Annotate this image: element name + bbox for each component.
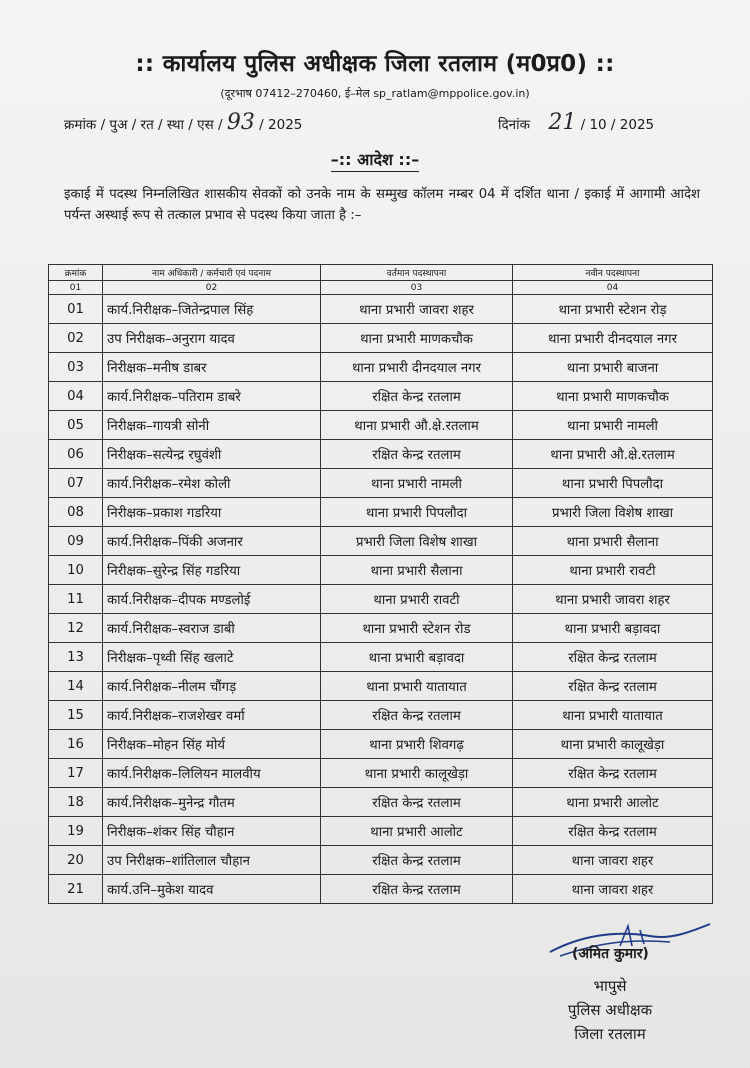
row-serial: 06 <box>49 440 103 469</box>
date-label: दिनांक <box>498 117 531 133</box>
row-current-posting: थाना प्रभारी जावरा शहर <box>321 295 513 324</box>
table-row <box>49 643 713 672</box>
reference-year: / 2025 <box>259 117 303 133</box>
row-officer-name: कार्य.निरीक्षक–जितेन्द्रपाल सिंह <box>103 295 321 324</box>
order-date <box>498 110 654 135</box>
posting-table <box>48 264 713 904</box>
row-current-posting: थाना प्रभारी आलोट <box>321 817 513 846</box>
row-serial: 14 <box>49 672 103 701</box>
row-new-posting: थाना प्रभारी बाजना <box>513 353 713 382</box>
row-current-posting: थाना प्रभारी स्टेशन रोड <box>321 614 513 643</box>
row-officer-name: कार्य.निरीक्षक–मुनेन्द्र गौतम <box>103 788 321 817</box>
row-serial: 15 <box>49 701 103 730</box>
row-serial: 11 <box>49 585 103 614</box>
row-serial: 08 <box>49 498 103 527</box>
row-current-posting: थाना प्रभारी कालूखेड़ा <box>321 759 513 788</box>
row-officer-name: निरीक्षक–पृथ्वी सिंह खलाटे <box>103 643 321 672</box>
reference-handwritten-number: 93 <box>226 110 255 135</box>
row-serial: 20 <box>49 846 103 875</box>
row-current-posting: थाना प्रभारी औ.क्षे.रतलाम <box>321 411 513 440</box>
row-serial: 01 <box>49 295 103 324</box>
table-row <box>49 527 713 556</box>
row-officer-name: निरीक्षक–गायत्री सोनी <box>103 411 321 440</box>
table-row <box>49 875 713 904</box>
table-row <box>49 672 713 701</box>
row-current-posting: थाना प्रभारी शिवगढ़ <box>321 730 513 759</box>
row-serial: 04 <box>49 382 103 411</box>
row-new-posting: रक्षित केन्द्र रतलाम <box>513 643 713 672</box>
table-row <box>49 614 713 643</box>
signatory-service: भापुसे <box>593 977 627 995</box>
row-current-posting: थाना प्रभारी बड़ावदा <box>321 643 513 672</box>
row-officer-name: निरीक्षक–प्रकाश गडरिया <box>103 498 321 527</box>
table-header-row <box>49 265 713 281</box>
column-number: 01 <box>49 281 103 295</box>
row-current-posting: रक्षित केन्द्र रतलाम <box>321 701 513 730</box>
row-new-posting: थाना प्रभारी माणकचौक <box>513 382 713 411</box>
row-current-posting: रक्षित केन्द्र रतलाम <box>321 875 513 904</box>
office-title: :: कार्यालय पुलिस अधीक्षक जिला रतलाम (म0प्र0) :: <box>135 51 615 77</box>
row-officer-name: उप निरीक्षक–शांतिलाल चौहान <box>103 846 321 875</box>
row-serial: 03 <box>49 353 103 382</box>
row-new-posting: थाना प्रभारी सैलाना <box>513 527 713 556</box>
row-serial: 02 <box>49 324 103 353</box>
row-serial: 09 <box>49 527 103 556</box>
row-current-posting: रक्षित केन्द्र रतलाम <box>321 846 513 875</box>
table-row <box>49 585 713 614</box>
row-officer-name: निरीक्षक–सत्येन्द्र रघुवंशी <box>103 440 321 469</box>
row-new-posting: थाना प्रभारी दीनदयाल नगर <box>513 324 713 353</box>
column-number: 03 <box>321 281 513 295</box>
row-officer-name: कार्य.निरीक्षक–रमेश कोली <box>103 469 321 498</box>
date-handwritten-day: 21 <box>548 110 577 135</box>
table-row <box>49 353 713 382</box>
signatory-district: जिला रतलाम <box>574 1025 646 1043</box>
row-serial: 05 <box>49 411 103 440</box>
table-row <box>49 846 713 875</box>
row-current-posting: रक्षित केन्द्र रतलाम <box>321 788 513 817</box>
table-row <box>49 498 713 527</box>
row-new-posting: रक्षित केन्द्र रतलाम <box>513 817 713 846</box>
row-new-posting: थाना प्रभारी नामली <box>513 411 713 440</box>
row-new-posting: थाना प्रभारी रावटी <box>513 556 713 585</box>
row-officer-name: कार्य.निरीक्षक–राजशेखर वर्मा <box>103 701 321 730</box>
reference-prefix: क्रमांक / पुअ / रत / स्था / एस / <box>64 117 223 133</box>
row-officer-name: निरीक्षक–मोहन सिंह मोर्य <box>103 730 321 759</box>
row-serial: 12 <box>49 614 103 643</box>
table-row <box>49 382 713 411</box>
row-current-posting: थाना प्रभारी पिपलौदा <box>321 498 513 527</box>
column-number-row <box>49 281 713 295</box>
table-row <box>49 324 713 353</box>
row-new-posting: थाना प्रभारी स्टेशन रोड़ <box>513 295 713 324</box>
table-row <box>49 701 713 730</box>
row-new-posting: थाना प्रभारी पिपलौदा <box>513 469 713 498</box>
row-officer-name: निरीक्षक–मनीष डाबर <box>103 353 321 382</box>
row-officer-name: कार्य.निरीक्षक–पतिराम डाबरे <box>103 382 321 411</box>
row-new-posting: थाना प्रभारी यातायात <box>513 701 713 730</box>
row-current-posting: थाना प्रभारी माणकचौक <box>321 324 513 353</box>
row-officer-name: कार्य.निरीक्षक–पिंकी अजनार <box>103 527 321 556</box>
row-new-posting: प्रभारी जिला विशेष शाखा <box>513 498 713 527</box>
row-new-posting: थाना प्रभारी औ.क्षे.रतलाम <box>513 440 713 469</box>
row-officer-name: उप निरीक्षक–अनुराग यादव <box>103 324 321 353</box>
row-serial: 18 <box>49 788 103 817</box>
table-row <box>49 817 713 846</box>
row-current-posting: रक्षित केन्द्र रतलाम <box>321 382 513 411</box>
row-officer-name: कार्य.निरीक्षक–लिलियन मालवीय <box>103 759 321 788</box>
row-new-posting: थाना प्रभारी कालूखेड़ा <box>513 730 713 759</box>
row-new-posting: थाना प्रभारी आलोट <box>513 788 713 817</box>
row-officer-name: निरीक्षक–शंकर सिंह चौहान <box>103 817 321 846</box>
order-heading <box>0 148 750 170</box>
row-serial: 19 <box>49 817 103 846</box>
row-officer-name: निरीक्षक–सुरेन्द्र सिंह गडरिया <box>103 556 321 585</box>
row-serial: 17 <box>49 759 103 788</box>
row-current-posting: प्रभारी जिला विशेष शाखा <box>321 527 513 556</box>
row-new-posting: रक्षित केन्द्र रतलाम <box>513 672 713 701</box>
row-current-posting: थाना प्रभारी दीनदयाल नगर <box>321 353 513 382</box>
row-new-posting: थाना प्रभारी बड़ावदा <box>513 614 713 643</box>
row-new-posting: रक्षित केन्द्र रतलाम <box>513 759 713 788</box>
row-serial: 13 <box>49 643 103 672</box>
row-new-posting: थाना प्रभारी जावरा शहर <box>513 585 713 614</box>
row-serial: 21 <box>49 875 103 904</box>
row-current-posting: थाना प्रभारी रावटी <box>321 585 513 614</box>
row-new-posting: थाना जावरा शहर <box>513 875 713 904</box>
row-officer-name: कार्य.निरीक्षक–दीपक मण्डलोई <box>103 585 321 614</box>
row-current-posting: थाना प्रभारी सैलाना <box>321 556 513 585</box>
row-current-posting: थाना प्रभारी नामली <box>321 469 513 498</box>
row-serial: 07 <box>49 469 103 498</box>
order-paragraph: इकाई में पदस्थ निम्नलिखित शासकीय सेवकों को उनके नाम के सम्मुख कॉलम नम्बर 04 में दर्शित थाना / इकाई में आगामी आदेश पर्यन्त अस्थाई रूप से तत्काल प्रभाव से पदस्थ किया जाता है :– <box>64 187 700 223</box>
row-current-posting: रक्षित केन्द्र रतलाम <box>321 440 513 469</box>
table-row <box>49 759 713 788</box>
row-new-posting: थाना जावरा शहर <box>513 846 713 875</box>
row-officer-name: कार्य.उनि–मुकेश यादव <box>103 875 321 904</box>
contact-info: (दूरभाष 07412–270460, ई–मेल sp_ratlam@mppolice.gov.in) <box>220 87 530 100</box>
table-row <box>49 730 713 759</box>
order-heading-text: –:: आदेश ::– <box>331 150 419 172</box>
table-row <box>49 440 713 469</box>
header-name: नाम अधिकारी / कर्मचारी एवं पदनाम <box>103 265 321 281</box>
row-current-posting: थाना प्रभारी यातायात <box>321 672 513 701</box>
table-row <box>49 469 713 498</box>
header-current-posting: वर्तमान पदस्थापना <box>321 265 513 281</box>
reference-number <box>64 110 302 135</box>
date-rest: / 10 / 2025 <box>580 117 655 133</box>
table-row <box>49 556 713 585</box>
signatory-name: (अमित कुमार) <box>572 946 649 962</box>
table-row <box>49 788 713 817</box>
header-serial: क्रमांक <box>49 265 103 281</box>
row-officer-name: कार्य.निरीक्षक–स्वराज डाबी <box>103 614 321 643</box>
table-row <box>49 295 713 324</box>
row-officer-name: कार्य.निरीक्षक–नीलम चौंगड़ <box>103 672 321 701</box>
column-number: 02 <box>103 281 321 295</box>
table-row <box>49 411 713 440</box>
row-serial: 10 <box>49 556 103 585</box>
signatory-designation: पुलिस अधीक्षक <box>567 1001 653 1019</box>
column-number: 04 <box>513 281 713 295</box>
header-new-posting: नवीन पदस्थापना <box>513 265 713 281</box>
row-serial: 16 <box>49 730 103 759</box>
